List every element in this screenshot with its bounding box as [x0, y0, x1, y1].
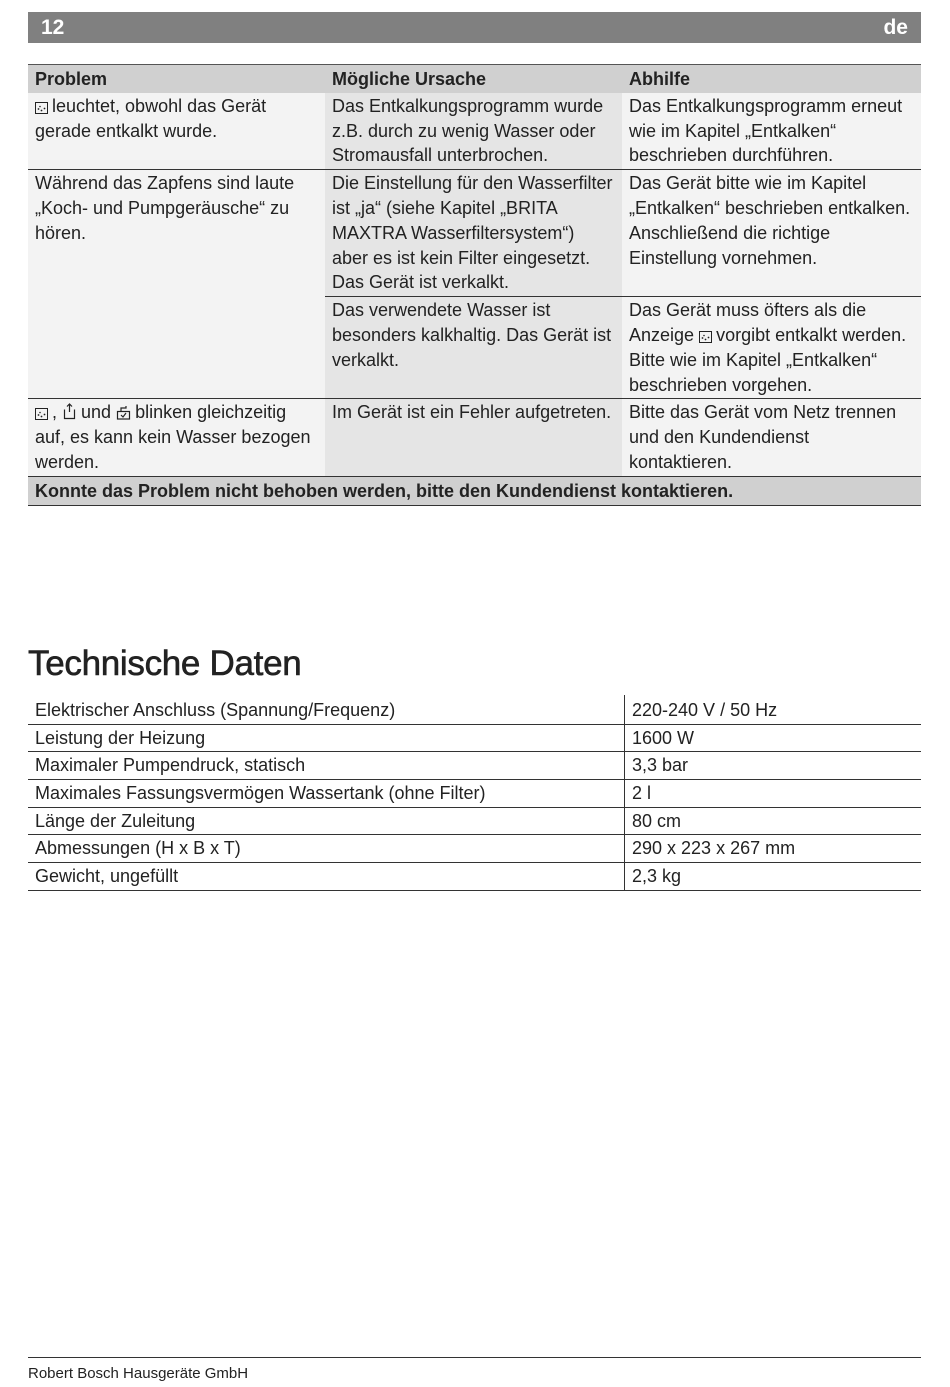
cause-cell: Das verwendete Wasser ist besonders kalkhaltig. Das Gerät ist verkalkt. [325, 297, 622, 399]
column-header-problem: Problem [28, 65, 325, 93]
spec-value: 1600 W [625, 724, 922, 752]
tech-data-table [28, 695, 921, 891]
remedy-cell: Das Gerät bitte wie im Kapitel „Entkalken“ beschrieben entkalken. Anschließend die richtige Einstellung vornehmen. [622, 170, 921, 297]
problem-cell [28, 399, 325, 476]
table-row [28, 170, 921, 297]
spec-value: 2,3 kg [625, 863, 922, 891]
troubleshooting-table [28, 64, 921, 506]
table-footer-row [28, 476, 921, 505]
descale-icon [35, 408, 48, 420]
table-row [28, 695, 921, 724]
section-title: Technische Daten [28, 644, 302, 683]
remedy-cell: Das Entkalkungsprogramm erneut wie im Kapitel „Entkalken“ beschrieben durchführen. [622, 93, 921, 170]
spec-label: Länge der Zuleitung [28, 807, 625, 835]
spec-label: Leistung der Heizung [28, 724, 625, 752]
spec-label: Maximaler Pumpendruck, statisch [28, 752, 625, 780]
spec-value: 3,3 bar [625, 752, 922, 780]
table-row [28, 835, 921, 863]
cause-cell: Die Einstellung für den Wasserfilter ist „ja“ (siehe Kapitel „BRITA MAXTRA Wasserfiltersystem“) aber es ist kein Filter eingesetzt. Das Gerät ist verkalkt. [325, 170, 622, 297]
problem-text: blinken gleichzeitig auf, es kann kein Wasser bezogen werden. [35, 402, 311, 472]
table-row [28, 863, 921, 891]
service-icon [116, 405, 131, 420]
page-header-bar [28, 12, 921, 43]
remedy-text-after: vorgibt entkalkt werden. Bitte wie im Kapitel „Entkalken“ beschrieben vorgehen. [629, 324, 907, 395]
cause-cell: Im Gerät ist ein Fehler aufgetreten. [325, 399, 622, 476]
footer-company: Robert Bosch Hausgeräte GmbH [28, 1365, 249, 1382]
remedy-text-before: Das Gerät muss öfters als die Anzeige [629, 300, 867, 345]
problem-cell: Während das Zapfens sind laute „Koch- und Pumpgeräusche“ zu hören. [28, 170, 325, 399]
spec-value: 2 l [625, 780, 922, 808]
table-row [28, 780, 921, 808]
descale-icon [35, 102, 48, 114]
table-header-row [28, 65, 921, 93]
table-row [28, 399, 921, 476]
table-row [28, 724, 921, 752]
problem-text: leuchtet, obwohl das Gerät gerade entkalkt wurde. [35, 95, 267, 141]
remedy-cell: Bitte das Gerät vom Netz trennen und den Kundendienst kontaktieren. [622, 399, 921, 476]
spec-label: Abmessungen (H x B x T) [28, 835, 625, 863]
problem-conjunction: und [81, 402, 112, 423]
column-header-remedy: Abhilfe [622, 65, 921, 93]
page-number: 12 [41, 16, 65, 39]
descale-icon [699, 331, 712, 343]
table-row [28, 807, 921, 835]
spec-value: 290 x 223 x 267 mm [625, 835, 922, 863]
table-row [28, 93, 921, 170]
footer-note: Konnte das Problem nicht behoben werden, bitte den Kundendienst kontaktieren. [28, 476, 921, 505]
table-row [28, 752, 921, 780]
problem-separator: , [52, 402, 58, 423]
footer-divider [28, 1357, 921, 1358]
language-code: de [883, 16, 908, 39]
remedy-cell [622, 297, 921, 399]
water-tank-icon [62, 403, 77, 420]
spec-label: Elektrischer Anschluss (Spannung/Frequenz) [28, 695, 625, 724]
spec-value: 80 cm [625, 807, 922, 835]
cause-cell: Das Entkalkungsprogramm wurde z.B. durch zu wenig Wasser oder Stromausfall unterbrochen. [325, 93, 622, 170]
spec-label: Maximales Fassungsvermögen Wassertank (ohne Filter) [28, 780, 625, 808]
spec-value: 220-240 V / 50 Hz [625, 695, 922, 724]
column-header-cause: Mögliche Ursache [325, 65, 622, 93]
spec-label: Gewicht, ungefüllt [28, 863, 625, 891]
problem-cell [28, 93, 325, 170]
